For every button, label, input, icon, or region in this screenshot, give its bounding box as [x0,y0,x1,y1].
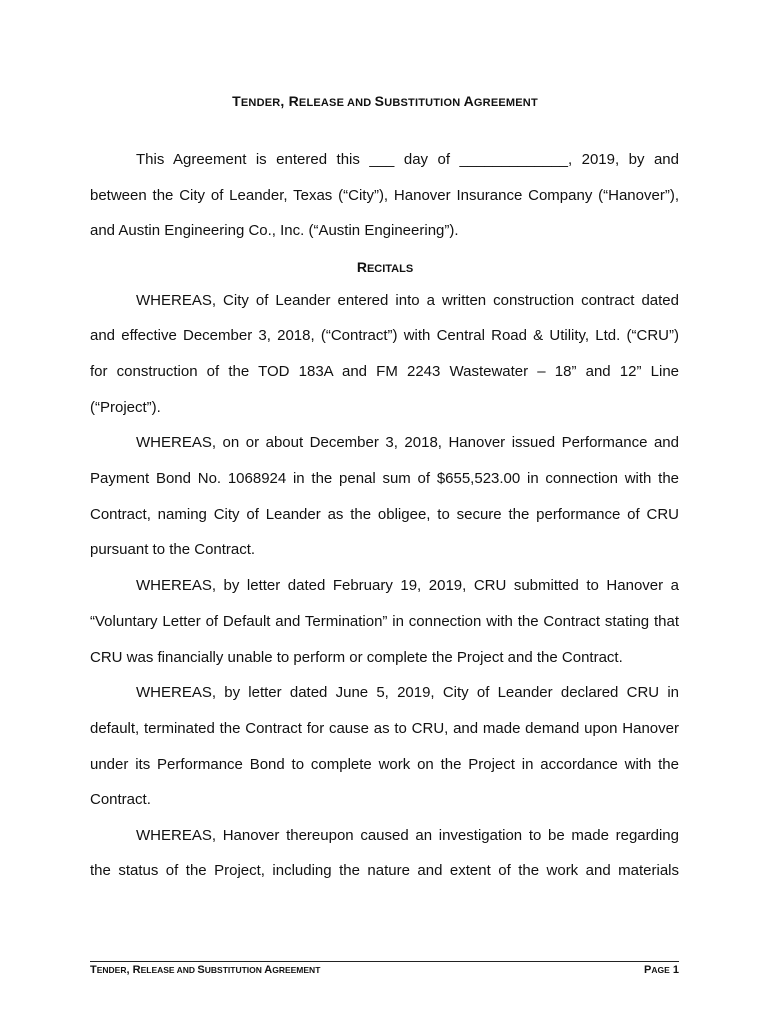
body-line: WHEREAS, City of Leander entered into a written construction contract dated [136,292,679,309]
body-line: This Agreement is entered this ___ day of _____________, 2019, by and [136,151,679,168]
recitals-heading: RECITALS [356,259,414,275]
body-line: CRU was financially unable to perform or complete the Project and the Contract. [90,649,623,666]
body-line: under its Performance Bond to complete work on the Project in accordance with the [90,756,679,773]
body-line: pursuant to the Contract. [90,541,256,558]
footer-divider [90,961,679,962]
body-line: WHEREAS, Hanover thereupon caused an investigation to be made regarding [136,827,679,844]
body-line: and effective December 3, 2018, (“Contract”) with Central Road & Utility, Ltd. (“CRU”) [90,327,679,344]
body-line: for construction of the TOD 183A and FM 2243 Wastewater – 18” and 12” Line [90,363,679,380]
body-line: Payment Bond No. 1068924 in the penal sum of $655,523.00 in connection with the [90,470,679,487]
body-line: Contract, naming City of Leander as the obligee, to secure the performance of CRU [90,506,679,523]
body-line: WHEREAS, on or about December 3, 2018, Hanover issued Performance and [136,434,679,451]
footer-title: TENDER, RELEASE AND SUBSTITUTION AGREEMENT [90,964,321,976]
body-line: Contract. [90,791,151,808]
page-number: PAGE 1 [644,964,679,976]
body-line: WHEREAS, by letter dated June 5, 2019, City of Leander declared CRU in [136,684,679,701]
body-line: the status of the Project, including the nature and extent of the work and materials [90,862,679,879]
body-line: and Austin Engineering Co., Inc. (“Austin Engineering”). [90,222,459,239]
body-line: WHEREAS, by letter dated February 19, 2019, CRU submitted to Hanover a [136,577,679,594]
body-line: “Voluntary Letter of Default and Termination” in connection with the Contract stating that [90,613,679,630]
body-line: between the City of Leander, Texas (“City”), Hanover Insurance Company (“Hanover”), [90,187,679,204]
document-title: TENDER, RELEASE AND SUBSTITUTION AGREEMENT [232,93,538,109]
body-line: default, terminated the Contract for cause as to CRU, and made demand upon Hanover [90,720,679,737]
body-line: (“Project”). [90,399,161,416]
